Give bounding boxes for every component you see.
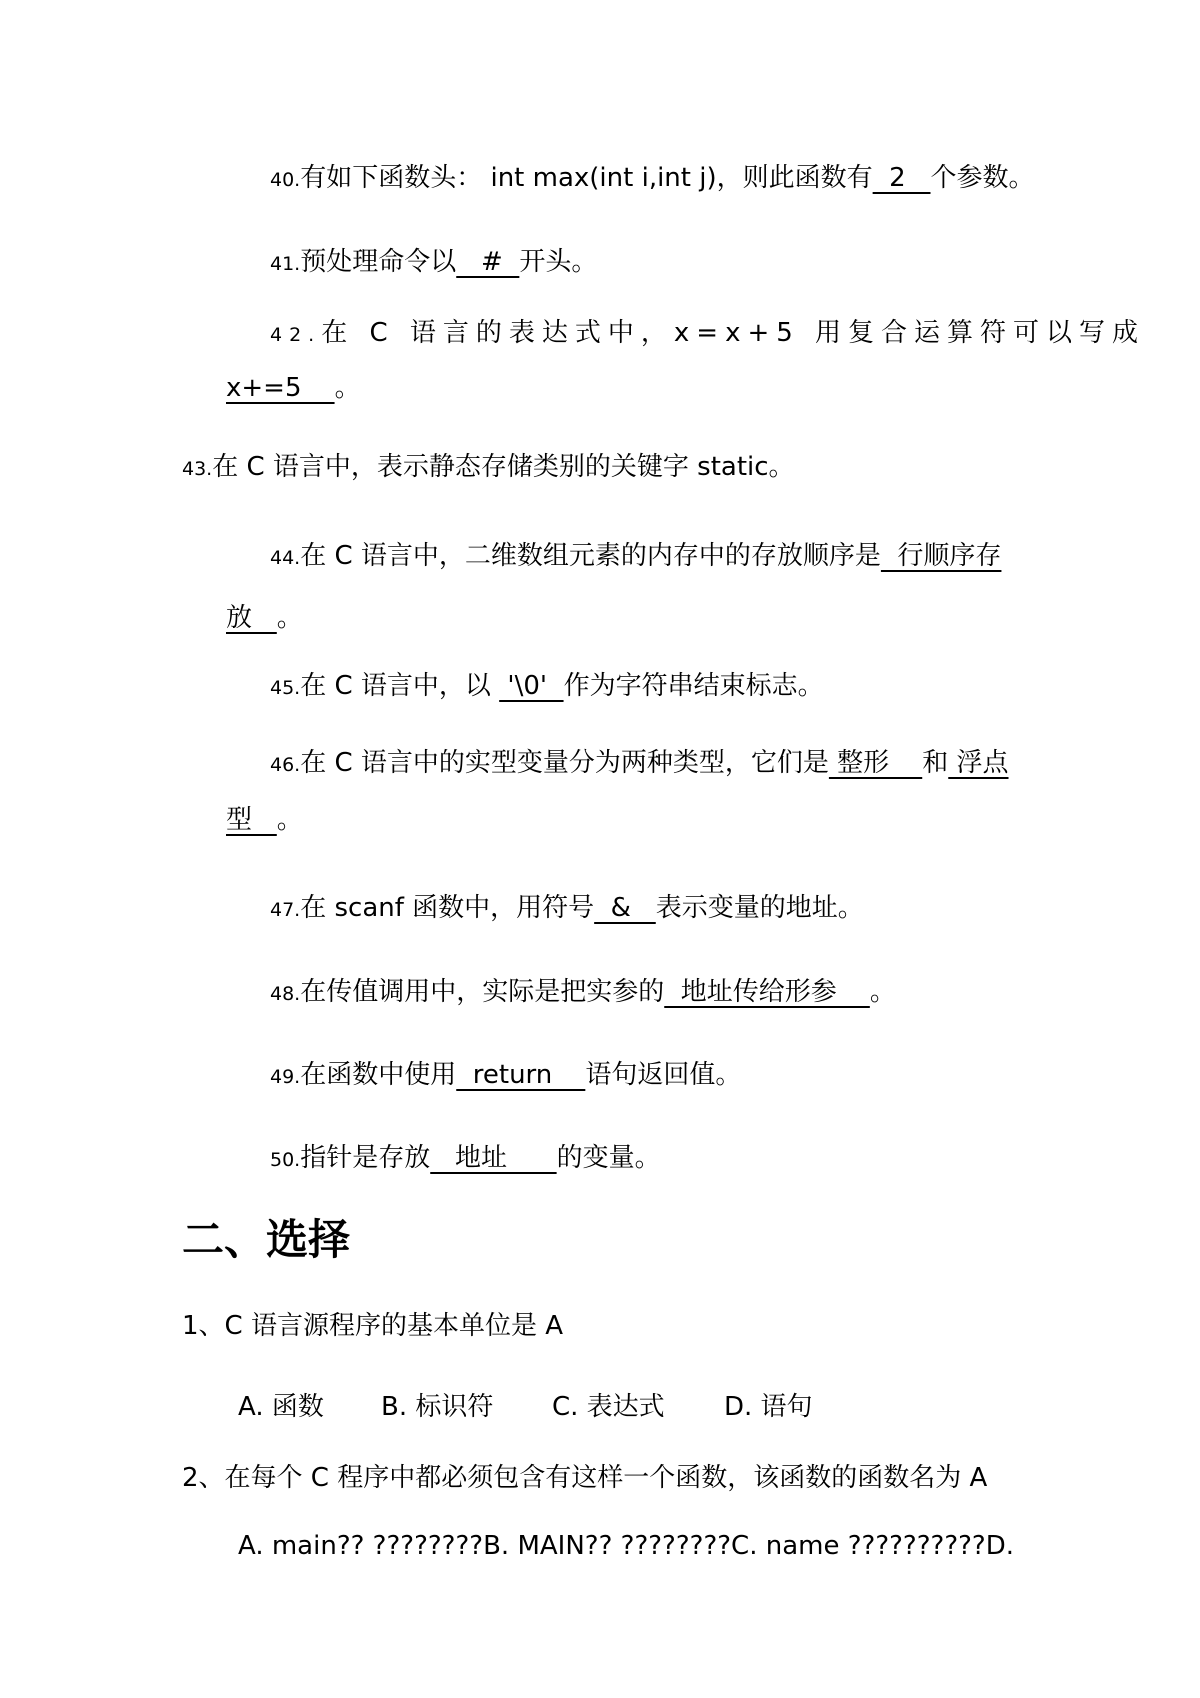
question-text-end: 。 bbox=[334, 373, 361, 403]
answer-blank: & bbox=[594, 893, 656, 923]
answer-blank: 行顺序存 bbox=[880, 541, 1002, 571]
question-44 bbox=[270, 536, 1001, 578]
question-text-end: 个参数。 bbox=[930, 163, 1035, 193]
choice-1-options bbox=[238, 1387, 813, 1427]
option-b: B. 标识符 bbox=[381, 1392, 494, 1422]
question-text: 在 C 语言中，以 bbox=[300, 671, 500, 701]
choice-2-options: A. main?? ????????B. MAIN?? ????????C. name ??????????D. bbox=[238, 1531, 1015, 1561]
question-text: 预处理命令以 bbox=[300, 247, 457, 277]
option-d: D. 语句 bbox=[724, 1392, 813, 1422]
question-text: 在 scanf 函数中，用符号 bbox=[300, 893, 595, 923]
answer-blank: # bbox=[456, 247, 520, 277]
choice-question-2: 2、在每个 C 程序中都必须包含有这样一个函数，该函数的函数名为 A bbox=[182, 1463, 988, 1493]
question-text-end: 开头。 bbox=[519, 247, 598, 277]
question-40 bbox=[270, 158, 1035, 200]
question-48 bbox=[270, 972, 896, 1014]
question-text-end: 表示变量的地址。 bbox=[655, 893, 864, 923]
question-44-continued bbox=[226, 598, 303, 638]
question-50 bbox=[270, 1138, 661, 1180]
question-text-end: 作为字符串结束标志。 bbox=[563, 671, 824, 701]
question-text-end: 。 bbox=[869, 977, 896, 1007]
choice-question-1: 1、C 语言源程序的基本单位是 A bbox=[182, 1311, 564, 1341]
question-number: 42. bbox=[270, 324, 322, 346]
answer-blank-1: 整形 bbox=[828, 748, 923, 778]
question-number: 44. bbox=[270, 547, 301, 569]
question-text-end: 。 bbox=[276, 805, 303, 835]
option-a: A. 函数 bbox=[238, 1392, 324, 1422]
question-41 bbox=[270, 242, 597, 284]
question-43 bbox=[182, 447, 795, 489]
question-number: 41. bbox=[270, 253, 301, 275]
question-number: 48. bbox=[270, 983, 301, 1005]
question-49 bbox=[270, 1055, 741, 1097]
question-text-end: 的变量。 bbox=[556, 1143, 661, 1173]
section-heading: 二、选择 bbox=[182, 1215, 351, 1264]
question-number: 47. bbox=[270, 899, 301, 921]
option-c: C. 表达式 bbox=[552, 1392, 665, 1422]
answer-blank-2: 浮点 bbox=[948, 748, 1009, 778]
question-46 bbox=[270, 743, 1009, 785]
question-text-end: 语句返回值。 bbox=[585, 1060, 742, 1090]
answer-blank: 地址传给形参 bbox=[664, 977, 870, 1007]
question-text: 在 C 语言中，表示静态存储类别的关键字 static。 bbox=[212, 452, 795, 482]
question-42 bbox=[270, 313, 1145, 355]
question-text-mid: 和 bbox=[922, 748, 949, 778]
question-text: 指针是存放 bbox=[300, 1143, 431, 1173]
answer-blank: x+=5 bbox=[226, 373, 335, 403]
question-47 bbox=[270, 888, 864, 930]
question-number: 50. bbox=[270, 1149, 301, 1171]
question-number: 49. bbox=[270, 1066, 301, 1088]
question-text: 在函数中使用 bbox=[300, 1060, 457, 1090]
question-number: 45. bbox=[270, 677, 301, 699]
question-text: 在 C 语言中，二维数组元素的内存中的存放顺序是 bbox=[300, 541, 881, 571]
answer-blank: 2 bbox=[872, 163, 931, 193]
question-number: 40. bbox=[270, 169, 301, 191]
question-46-continued bbox=[226, 800, 303, 840]
question-text: 在传值调用中，实际是把实参的 bbox=[300, 977, 665, 1007]
answer-blank-2-continued: 型 bbox=[226, 805, 277, 835]
question-text: 在 C 语言的表达式中，x=x+5 用复合运算符可以写成 bbox=[321, 318, 1146, 348]
answer-blank: 地址 bbox=[430, 1143, 557, 1173]
question-45 bbox=[270, 666, 824, 708]
question-number: 43. bbox=[182, 458, 213, 480]
question-42-continued bbox=[226, 368, 361, 408]
answer-blank: '\0' bbox=[499, 671, 564, 701]
question-text: 有如下函数头： int max(int i,int j)，则此函数有 bbox=[300, 163, 873, 193]
question-number: 46. bbox=[270, 754, 301, 776]
answer-blank-continued: 放 bbox=[226, 603, 277, 633]
question-text: 在 C 语言中的实型变量分为两种类型，它们是 bbox=[300, 748, 829, 778]
answer-blank: return bbox=[456, 1060, 586, 1090]
question-text-end: 。 bbox=[276, 603, 303, 633]
